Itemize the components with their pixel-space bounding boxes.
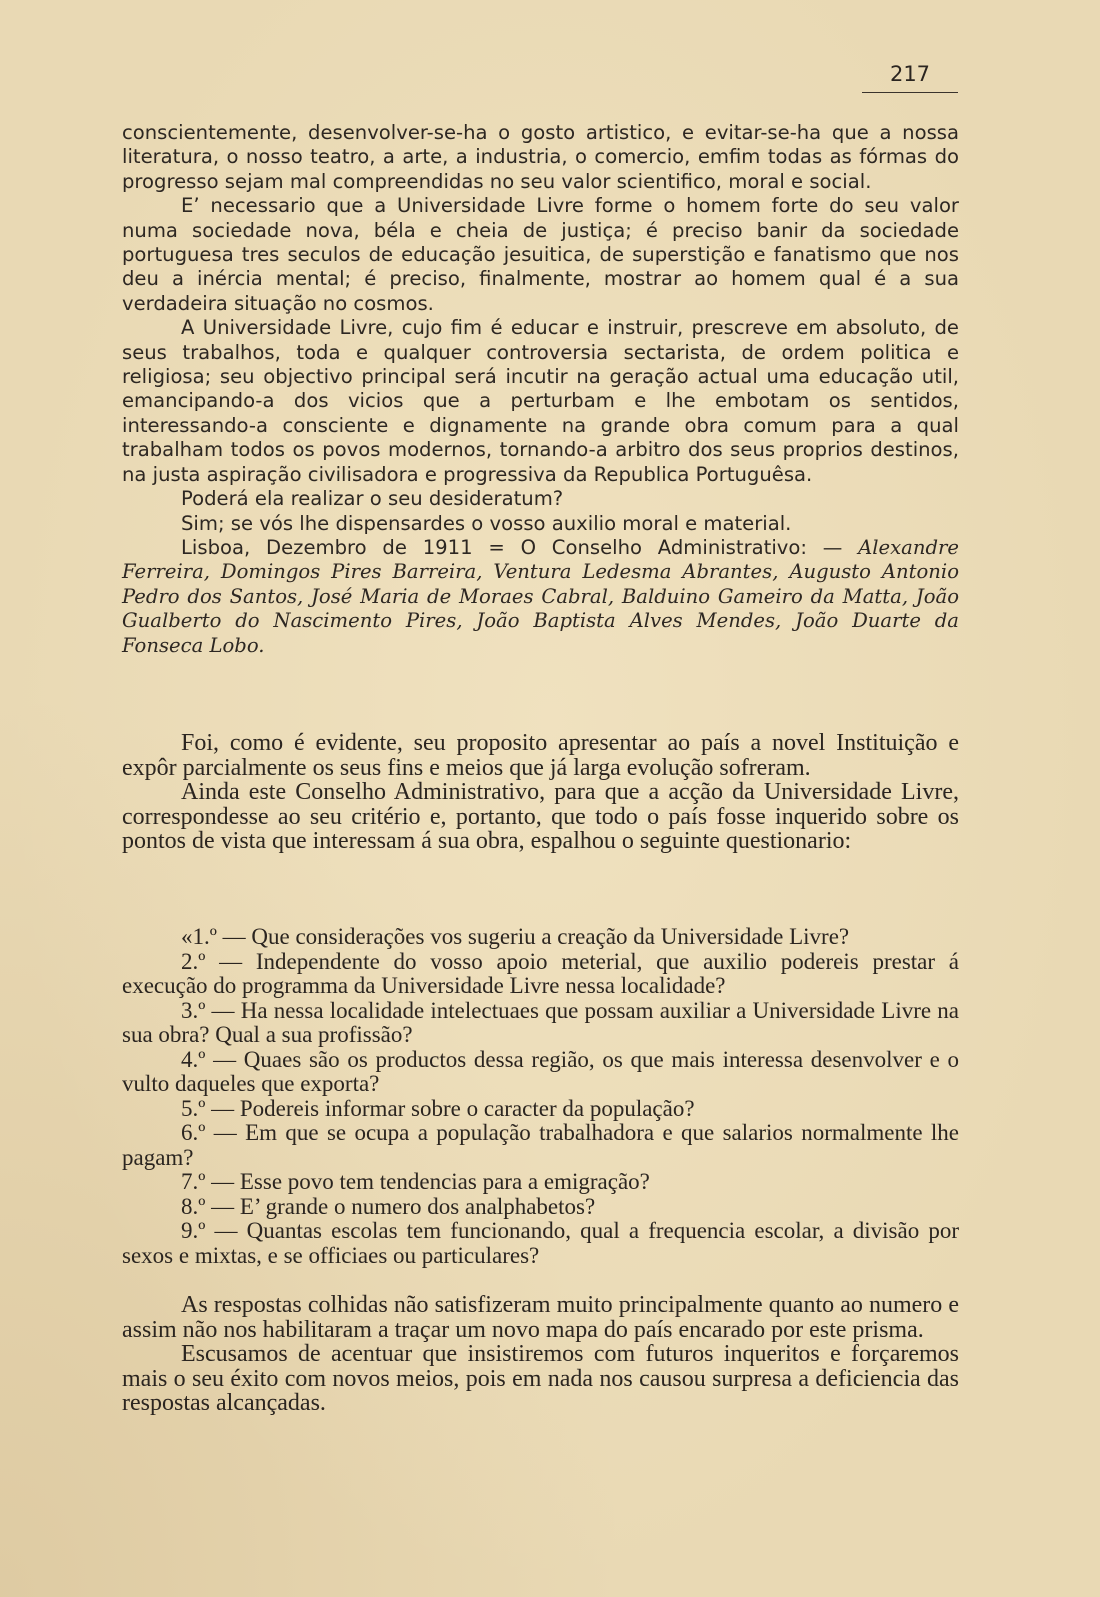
- question-9: 9.º — Quantas escolas tem funcionando, qual a frequencia escolar, a divisão por sexos e mixtas, e se officiaes ou particulares?: [122, 1218, 959, 1268]
- manifesto-paragraph-1: conscientemente, desenvolver-se-ha o gosto artistico, e evitar-se-ha que a nossa literatura, o nosso teatro, a arte, a industria, o comercio, emfim todas as fórmas do progresso sejam mal compreendidas no seu valor scientifico, moral e social.: [122, 121, 959, 193]
- question-1: «1.º — Que considerações vos sugeriu a creação da Universidade Livre?: [181, 924, 850, 949]
- question-7: 7.º — Esse povo tem tendencias para a emigração?: [181, 1169, 650, 1194]
- closing-paragraph-1: As respostas colhidas não satisfizeram muito principalmente quanto ao numero e assim não nos habilitaram a traçar um novo mapa do país encarado por este prisma.: [122, 1292, 959, 1343]
- signatories: Alexandre Ferreira, Domingos Pires Barreira, Ventura Ledesma Abrantes, Augusto Antonio Pedro dos Santos, José Maria de Moraes Cabral, Balduino Gameiro da Matta, João Gualberto do Nascimento Pires, João Baptista Alves Mendes, João Duarte da Fonseca Lobo.: [122, 535, 959, 657]
- body-paragraph-1: Foi, como é evidente, seu proposito apresentar ao país a novel Instituição e expôr parcialmente os seus fins e meios que já larga evolução sofreram.: [122, 730, 959, 781]
- question-4: 4.º — Quaes são os productos dessa região, os que mais interessa desenvolver e o vulto daqueles que exporta?: [122, 1046, 959, 1096]
- page-number: 217: [862, 62, 958, 93]
- closing-paragraph-2: Escusamos de acentuar que insistiremos com futuros inqueritos e forçaremos mais o seu éxito com novos meios, pois em nada nos causou surpresa a deficiencia das respostas alcançadas.: [122, 1341, 959, 1417]
- manifesto-section: [122, 121, 959, 658]
- questionnaire: [122, 925, 959, 1268]
- question-5: 5.º — Podereis informar sobre o caracter da população?: [181, 1095, 695, 1121]
- signature-place-date: Lisboa, Dezembro de 1911 = O Conselho Administrativo: —: [181, 535, 859, 559]
- manifesto-paragraph-2: E’ necessario que a Universidade Livre forme o homem forte do seu valor numa sociedade nova, béla e cheia de justiça; é preciso banir da sociedade portuguesa tres seculos de educação jesuitica, de superstição e fanatismo que nos deu a inércia mental; é preciso, finalmente, mostrar ao homem qual é a sua verdadeira situação no cosmos.: [122, 194, 959, 315]
- body-section: [122, 731, 959, 854]
- manifesto-paragraph-5: Sim; se vós lhe dispensardes o vosso auxilio moral e material.: [181, 511, 792, 535]
- signature-block: [122, 536, 959, 658]
- manifesto-paragraph-4: Poderá ela realizar o seu desideratum?: [181, 487, 564, 511]
- body-paragraph-2: Ainda este Conselho Administrativo, para que a acção da Universidade Livre, correspondesse ao seu critério e, portanto, que todo o país fosse inquerido sobre os pontos de vista que interessam á sua obra, espalhou o seguinte questionario:: [122, 779, 959, 855]
- manifesto-paragraph-3: A Universidade Livre, cujo fim é educar e instruir, prescreve em absoluto, de seus trabalhos, toda e qualquer controversia sectarista, de ordem politica e religiosa; seu objectivo principal será incutir na geração actual uma educação util, emancipando-a dos vicios que a perturbam e lhe embotam os sentidos, interessando-a consciente e dignamente na grande obra comum para a qual trabalham todos os povos modernos, tornando-a arbitro dos seus proprios destinos, na justa aspiração civilisadora e progressiva da Republica Portuguêsa.: [122, 316, 959, 486]
- question-8: 8.º — E’ grande o numero dos analphabetos?: [181, 1193, 596, 1219]
- closing-section: [122, 1293, 959, 1416]
- question-2: 2.º — Independente do vosso apoio meterial, que auxilio podereis prestar á execução do programma da Universidade Livre nessa localidade?: [122, 948, 959, 998]
- question-3: 3.º — Ha nessa localidade intelectuaes que possam auxiliar a Universidade Livre na sua obra? Qual a sua profissão?: [122, 997, 959, 1047]
- question-6: 6.º — Em que se ocupa a população trabalhadora e que salarios normalmente lhe pagam?: [122, 1120, 959, 1170]
